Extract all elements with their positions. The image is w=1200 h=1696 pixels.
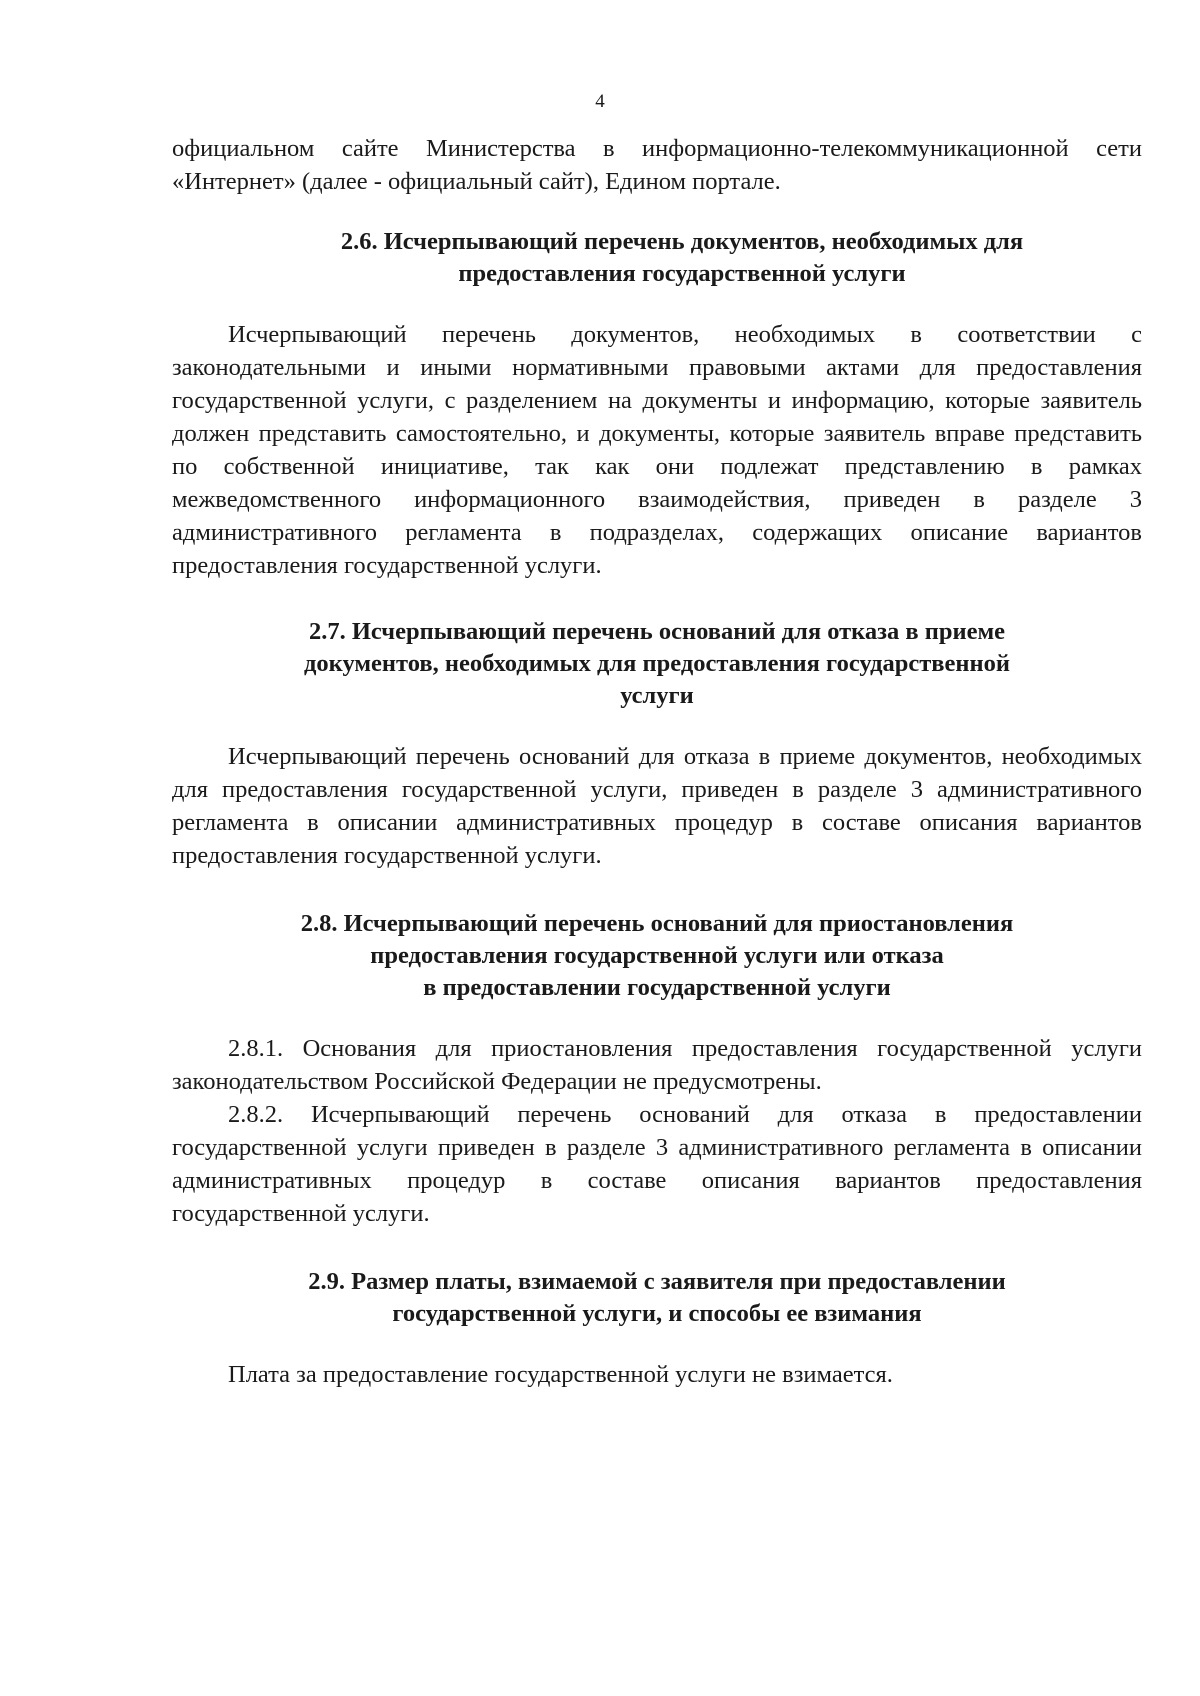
section-2-7-paragraph: Исчерпывающий перечень оснований для отказа в приеме документов, необходимых для предоставления государственной услуги, приведен в разделе 3 административного регламента в описании административных процедур в составе описания вариантов предоставления государственной услуги. (172, 743, 1142, 869)
document-body (172, 132, 1142, 1391)
section-2-9-heading-line2: государственной услуги, и способы ее взимания (392, 1300, 922, 1327)
section-2-7-heading-line2: документов, необходимых для предоставления государственной (304, 650, 1010, 677)
section-2-9-heading-line1: 2.9. Размер платы, взимаемой с заявителя при предоставлении (308, 1268, 1006, 1295)
section-2-8-heading-line3: в предоставлении государственной услуги (423, 974, 891, 1001)
section-2-7-heading-line1: 2.7. Исчерпывающий перечень оснований для отказа в приеме (308, 618, 1006, 645)
section-2-8-heading-line1: 2.8. Исчерпывающий перечень оснований для приостановления (300, 910, 1014, 937)
section-2-7-heading-line3: услуги (620, 682, 694, 709)
section-2-8-heading-line2: предоставления государственной услуги или отказа (370, 942, 944, 969)
section-2-6-heading (172, 226, 1142, 290)
section-2-7-heading (172, 616, 1142, 712)
section-2-6-paragraph: Исчерпывающий перечень документов, необходимых в соответствии с законодательными и иными нормативными правовыми актами для предоставления государственной услуги, с разделением на документы и информацию, которые заявитель должен представить самостоятельно, и документы, которые заявитель вправе представить по собственной инициативе, так как они подлежат представлению в рамках межведомственного информационного взаимодействия, приведен в разделе 3 административного регламента в подразделах, содержащих описание вариантов предоставления государственной услуги. (172, 321, 1142, 579)
section-2-6-heading-line2: предоставления государственной услуги (458, 260, 906, 287)
section-2-8-1-paragraph: 2.8.1. Основания для приостановления предоставления государственной услуги законодательством Российской Федерации не предусмотрены. (172, 1035, 1142, 1095)
section-2-9-heading (172, 1266, 1142, 1330)
page-number: 4 (595, 91, 605, 112)
section-2-6-heading-line1: 2.6. Исчерпывающий перечень документов, необходимых для (340, 228, 1024, 255)
section-2-8-heading (172, 908, 1142, 1004)
intro-paragraph: официальном сайте Министерства в информационно-телекоммуникационной сети «Интернет» (далее - официальный сайт), Едином портале. (172, 135, 1142, 195)
section-2-9-paragraph: Плата за предоставление государственной услуги не взимается. (228, 1361, 893, 1388)
section-2-8-2-paragraph: 2.8.2. Исчерпывающий перечень оснований для отказа в предоставлении государственной услуги приведен в разделе 3 административного регламента в описании административных процедур в составе описания вариантов предоставления государственной услуги. (172, 1101, 1142, 1227)
